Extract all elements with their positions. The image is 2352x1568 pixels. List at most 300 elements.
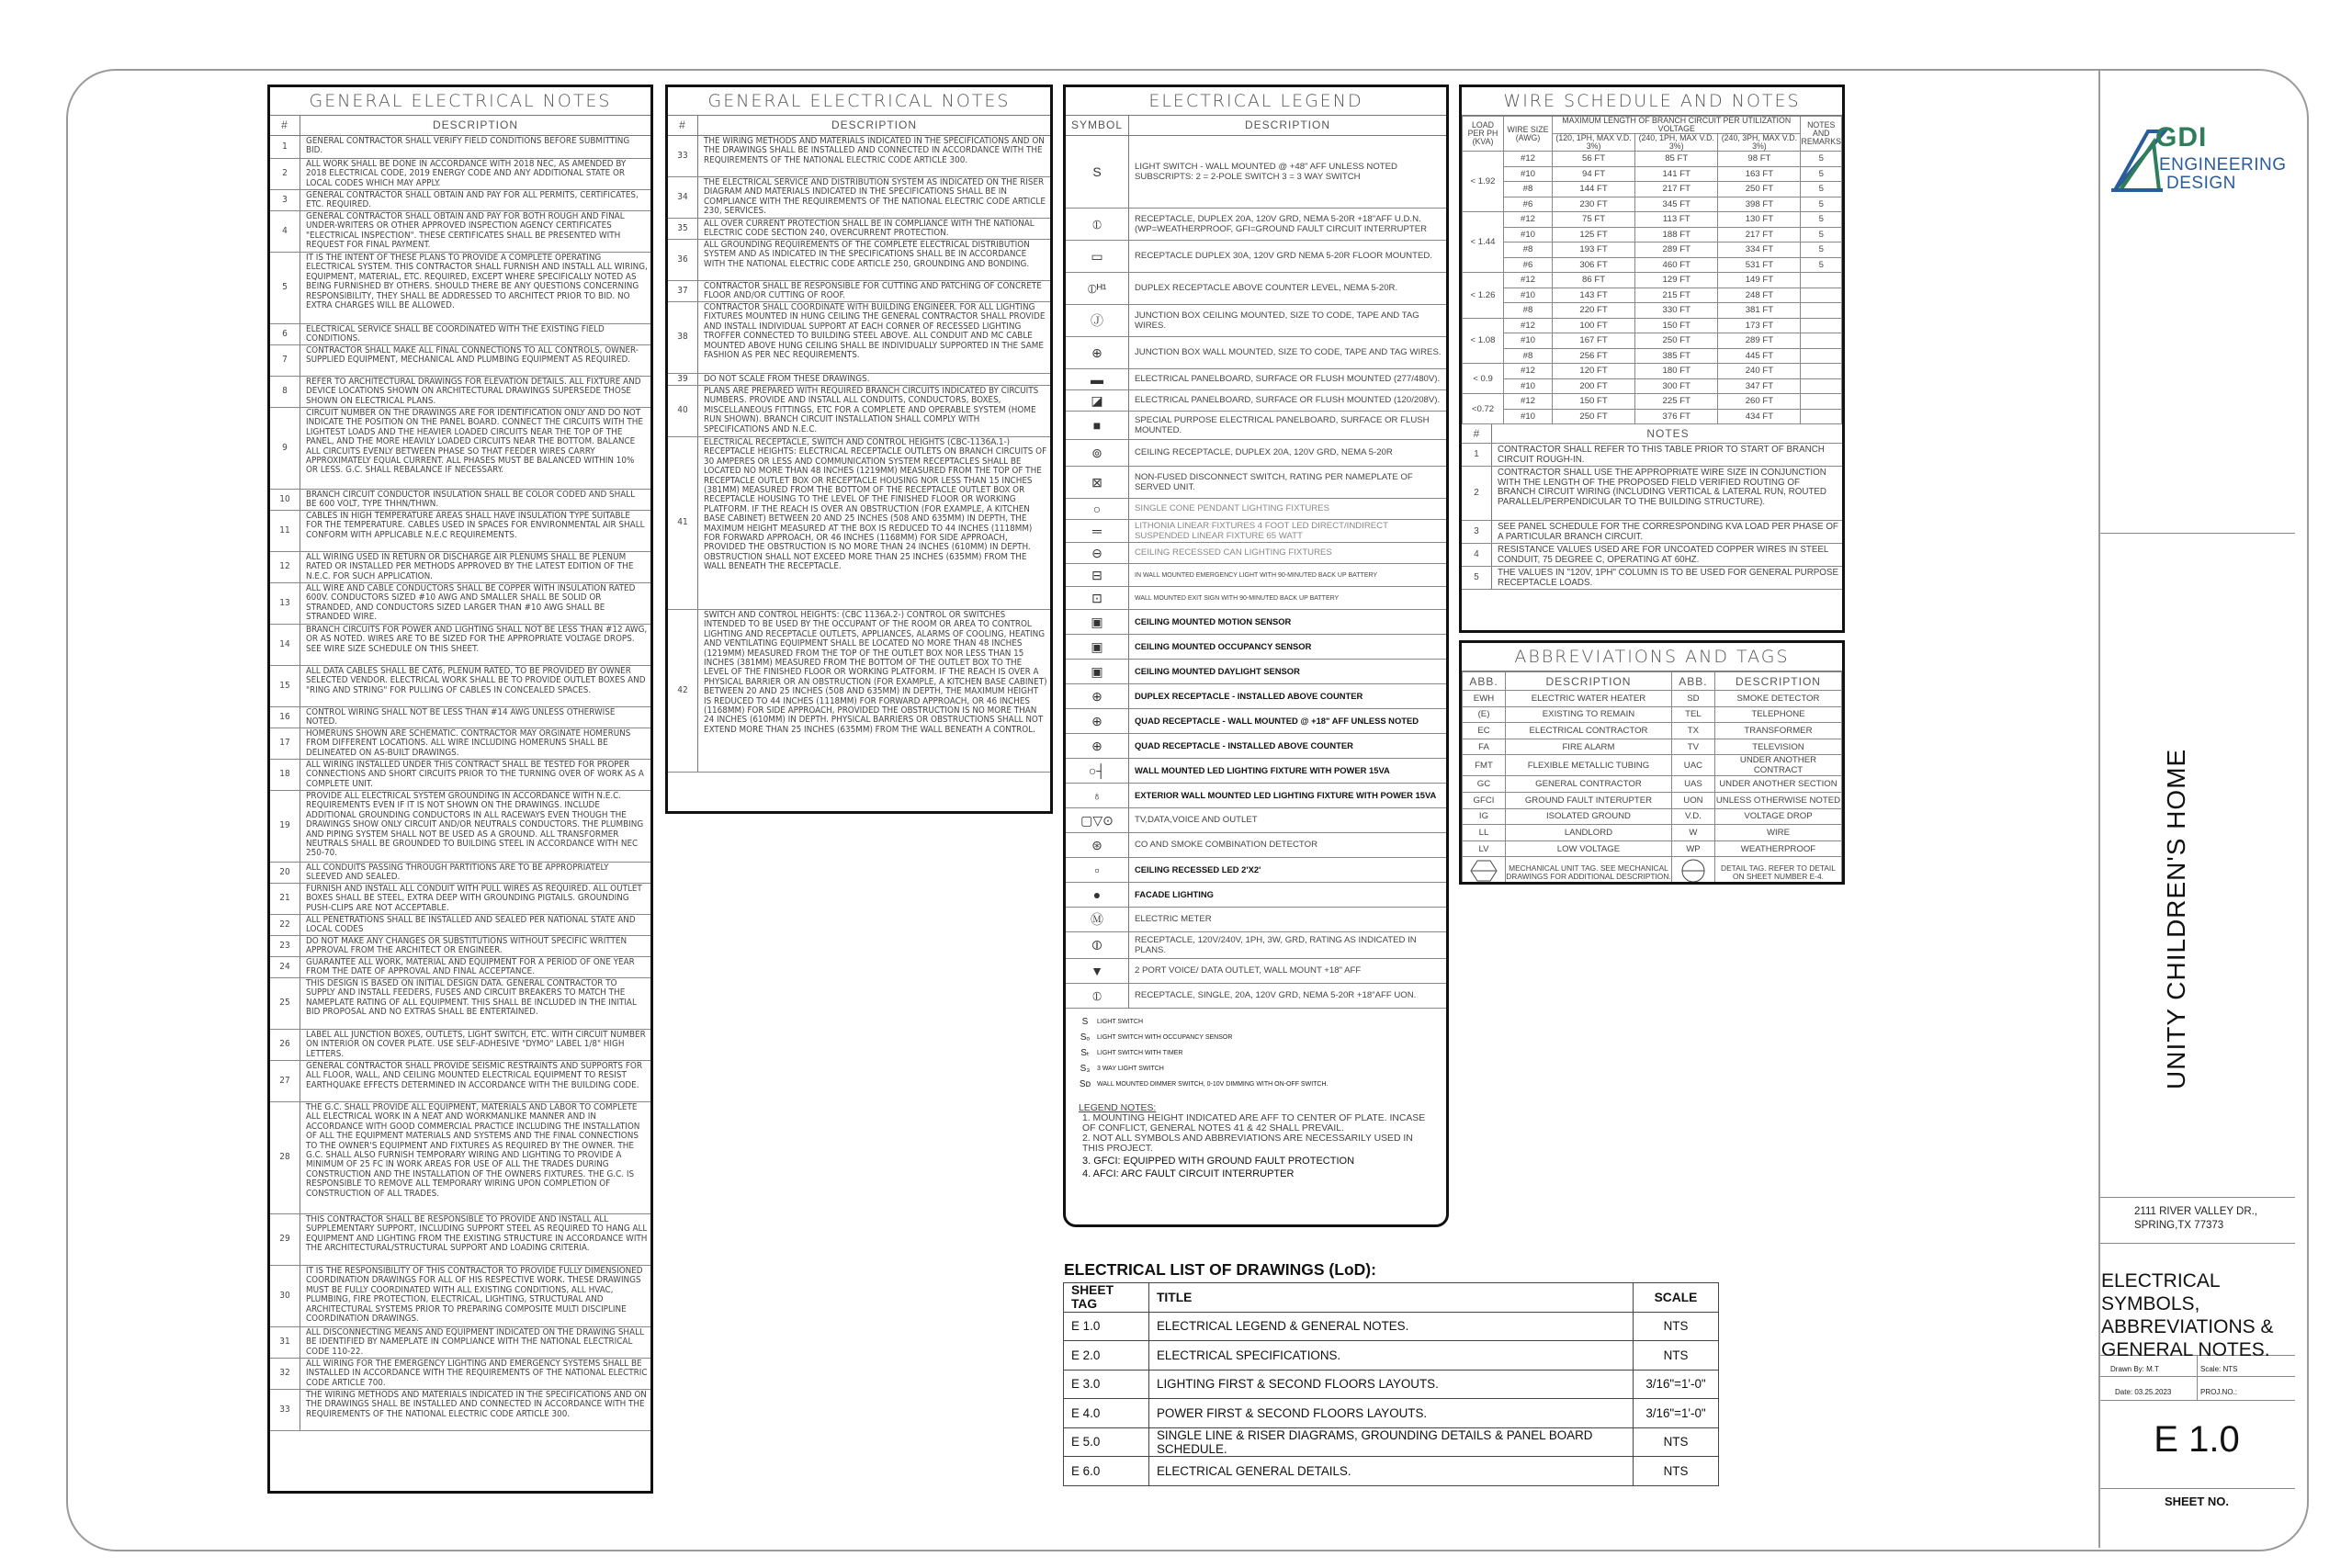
note-row — [270, 490, 650, 511]
abbreviation-row — [1463, 691, 1842, 707]
abbreviation-cell: GROUND FAULT INTERUPTER — [1506, 792, 1672, 808]
abbreviation-row — [1463, 808, 1842, 825]
abbreviation-cell: TRANSFORMER — [1714, 723, 1841, 739]
note-row — [668, 386, 1050, 437]
wire-cell: 260 FT — [1718, 394, 1801, 410]
abbreviation-cell: WIRE — [1714, 825, 1841, 841]
legend-description: WALL MOUNTED LED LIGHTING FIXTURE WITH POWER 15VA — [1135, 765, 1390, 776]
legend-header — [1066, 116, 1446, 136]
drawing-title: LIGHTING FIRST & SECOND FLOORS LAYOUTS. — [1149, 1370, 1634, 1399]
legend-symbol-icon: ▬ — [1066, 369, 1129, 389]
legend-row — [1066, 136, 1446, 209]
wire-cell: 5 — [1801, 227, 1842, 243]
note-text: BRANCH CIRCUITS FOR POWER AND LIGHTING SHALL NOT BE LESS THAN #12 AWG, OR AS NOTED. WIRES ARE TO BE SIZED FOR THE APPROPRIATE VOLTAGE DROPS. SEE WIRE SIZE SCHEDULE ON THIS SHEET. — [306, 625, 648, 654]
note-text: IT IS THE RESPONSIBILITY OF THIS CONTRACTOR TO PROVIDE FULLY DIMENSIONED COORDINATION DRAWINGS FOR ALL OF HIS RESPECTIVE WORK. THESE DRAWINGS MUST BE FULLY COORDINATED WITH ALL EXISTING CONDITIONS, ALL HVAC, PLUMBING, FIRE PROTECTION, ELECTRICAL, LIGHTING, STRUCTURAL AND ARCHITECTURAL SYSTEMS PRIOR TO PREPARING COMPOSITE MULTI DISCIPLINE COORDINATION DRAWINGS. — [306, 1266, 643, 1325]
note-row — [270, 760, 650, 791]
wire-cell: 5 — [1801, 197, 1842, 212]
legend-symbol-icon: ⦶ — [1066, 984, 1129, 1008]
note-number: 16 — [270, 707, 300, 728]
legend-symbol-icon: ⊡ — [1066, 587, 1129, 609]
col-title: TITLE — [1149, 1283, 1634, 1313]
wire-notes — [1462, 444, 1842, 590]
wire-cell: 5 — [1801, 212, 1842, 228]
legend-description: CEILING RECESSED LED 2'X2' — [1135, 864, 1261, 875]
sheet-tag: E 3.0 — [1064, 1370, 1149, 1399]
note-number: 25 — [270, 978, 300, 1029]
legend-symbol-icon: Ⓜ — [1066, 908, 1129, 931]
note-text: ALL WIRING USED IN RETURN OR DISCHARGE AIR PLENUMS SHALL BE PLENUM RATED OR INSTALLED PER METHODS APPROVED BY THE LATEST EDITION OF THE N.E.C. FOR SUCH APPLICATION. — [306, 552, 634, 581]
wire-notes-header — [1462, 424, 1842, 444]
note-row — [668, 219, 1050, 240]
wire-row — [1463, 348, 1842, 364]
wire-cell: #8 — [1504, 348, 1553, 364]
note-number: 38 — [668, 302, 698, 373]
legend-row — [1066, 684, 1446, 709]
col-max-length: MAXIMUM LENGTH OF BRANCH CIRCUIT PER UTILIZATION VOLTAGE — [1553, 117, 1801, 134]
note-number: 5 — [1462, 567, 1492, 589]
col-notes: NOTES AND REMARKS — [1801, 117, 1842, 152]
divider — [2100, 1197, 2295, 1198]
legend-row — [1066, 833, 1446, 858]
note-row — [270, 583, 650, 625]
wire-cell — [1801, 364, 1842, 379]
drawing-row — [1064, 1341, 1719, 1371]
wire-cell: #6 — [1504, 197, 1553, 212]
note-number: 29 — [270, 1214, 300, 1265]
wire-cell: 445 FT — [1718, 348, 1801, 364]
col-desc: DESCRIPTION — [1506, 672, 1672, 691]
legend-row — [1066, 883, 1446, 908]
table-header — [668, 116, 1050, 136]
divider — [2100, 1243, 2295, 1244]
table-header — [270, 116, 650, 136]
legend-description: DUPLEX RECEPTACLE - INSTALLED ABOVE COUNTER — [1135, 691, 1363, 702]
abbreviation-cell: EWH — [1463, 691, 1506, 707]
abbreviation-cell: FIRE ALARM — [1506, 739, 1672, 755]
note-row — [270, 511, 650, 552]
legend-description: QUAD RECEPTACLE - WALL MOUNTED @ +18" AFF UNLESS NOTED — [1135, 716, 1419, 727]
legend-row — [1066, 440, 1446, 467]
legend-row — [1066, 241, 1446, 273]
tag-description: DETAIL TAG. REFER TO DETAIL ON SHEET NUMBER E-4. — [1714, 857, 1841, 885]
abbreviation-cell: TV — [1671, 739, 1714, 755]
switch-row — [1073, 1014, 1439, 1030]
divider — [2100, 1400, 2295, 1401]
note-number: 27 — [270, 1061, 300, 1101]
detail-tag-icon — [1679, 857, 1707, 885]
note-text: GENERAL CONTRACTOR SHALL OBTAIN AND PAY FOR ALL PERMITS, CERTIFICATES, ETC. REQUIRED. — [306, 190, 639, 210]
wire-cell: 230 FT — [1553, 197, 1635, 212]
wire-cell: 120 FT — [1553, 364, 1635, 379]
note-number: 3 — [1462, 521, 1492, 543]
wire-note-row — [1462, 444, 1842, 467]
legend-symbol-icon: ⊚ — [1066, 440, 1129, 466]
note-number: 10 — [270, 490, 300, 510]
abbreviation-row — [1463, 739, 1842, 755]
legend-row — [1066, 499, 1446, 520]
wire-row — [1463, 166, 1842, 182]
note-text: CONTRACTOR SHALL USE THE APPROPRIATE WIRE SIZE IN CONJUNCTION WITH THE LENGTH OF THE PROPOSED FIELD VERIFIED ROUTING OF BRANCH CIRCUIT WIRING (INCLUDING VERTICAL & LATERAL RUN, ROUTED PARALLEL/PERPENDICULAR TO THE BUILDING STRUCTURE). — [1498, 468, 1826, 507]
note-number: 30 — [270, 1266, 300, 1326]
wire-cell: 167 FT — [1553, 333, 1635, 349]
note-number: 9 — [270, 408, 300, 489]
note-text: CIRCUIT NUMBER ON THE DRAWINGS ARE FOR IDENTIFICATION ONLY AND DO NOT INDICATE THE POSITION ON THE PANEL BOARD. CONNECT THE CIRCUITS WITH THE LIGHTEST LOADS AND THE HEAVIER LOADED CIRCUITS NEAR THE TOP OF THE PANEL, AND THE MORE HEAVILY LOADED CIRCUITS NEAR THE BOTTOM. BALANCE ALL CIRCUITS EVENLY BETWEEN PHASE SO THAT FEEDER WIRES CARRY APPROXIMATELY EQUAL CURRENT. ALL PHASES MUST BE BALANCED WITHIN 10% OR LESS. G.C. SHALL REBALANCE IF NECESSARY. — [306, 408, 643, 476]
note-text: GENERAL CONTRACTOR SHALL OBTAIN AND PAY FOR BOTH ROUGH AND FINAL UNDER-WRITERS OR OTHER APPROVED INSPECTION AGENCY CERTIFICATES "ELECTRICAL INSPECTION". THESE CERTIFICATES SHALL BE PRESENTED WITH REQUEST FOR FINAL PAYMENT. — [306, 211, 625, 251]
legend-description: ELECTRICAL PANELBOARD, SURFACE OR FLUSH MOUNTED (120/208V). — [1135, 395, 1441, 406]
note-row — [668, 177, 1050, 219]
divider — [2100, 1488, 2295, 1489]
legend-symbol-icon: ▣ — [1066, 610, 1129, 634]
wire-cell: 188 FT — [1635, 227, 1718, 243]
note-number: 20 — [270, 863, 300, 883]
wire-cell — [1801, 273, 1842, 288]
legend-description: ELECTRIC METER — [1135, 914, 1212, 925]
note-number: 19 — [270, 791, 300, 862]
note-row — [668, 240, 1050, 281]
note-number: 18 — [270, 760, 300, 790]
col-abb: ABB. — [1463, 672, 1506, 691]
legend-description: WALL MOUNTED EXIT SIGN WITH 90-MINUTED BACK UP BATTERY — [1135, 594, 1340, 602]
abbreviation-row — [1463, 776, 1842, 793]
wire-cell: 225 FT — [1635, 394, 1718, 410]
note-row — [270, 957, 650, 978]
wire-cell: 330 FT — [1635, 303, 1718, 319]
note-row — [270, 1030, 650, 1061]
legend-row — [1066, 808, 1446, 833]
note-number: 28 — [270, 1102, 300, 1213]
wire-cell: 220 FT — [1553, 303, 1635, 319]
note-row — [270, 666, 650, 707]
note-row — [270, 552, 650, 583]
drawing-row — [1064, 1427, 1719, 1457]
wire-cell: 376 FT — [1635, 409, 1718, 424]
legend-description: QUAD RECEPTACLE - INSTALLED ABOVE COUNTER — [1135, 740, 1353, 751]
abbreviation-cell: UAC — [1671, 755, 1714, 776]
abbreviation-cell: FLEXIBLE METALLIC TUBING — [1506, 755, 1672, 776]
scale: Scale: NTS — [2200, 1365, 2238, 1373]
note-number: 37 — [668, 281, 698, 301]
wire-cell: 113 FT — [1635, 212, 1718, 228]
wire-cell: 163 FT — [1718, 166, 1801, 182]
note-text: THIS CONTRACTOR SHALL BE RESPONSIBLE TO PROVIDE AND INSTALL ALL SUPPLEMENTARY SUPPORT, INCLUDING SUPPORT STEEL AS REQUIRED TO HANG ALL EQUIPMENT AND LIGHTING FROM THE EXISTING STRUCTURE IN ACCORDANCE WITH THE ARCHITECTURAL/STRUCTURAL SUPPORT AND LOADING CRITERIA. — [306, 1214, 648, 1254]
legend-description: SPECIAL PURPOSE ELECTRICAL PANELBOARD, SURFACE OR FLUSH MOUNTED. — [1135, 414, 1430, 435]
wire-row — [1463, 243, 1842, 258]
wire-cell: 250 FT — [1718, 182, 1801, 197]
wire-cell: #8 — [1504, 243, 1553, 258]
abbreviation-row — [1463, 706, 1842, 723]
legend-symbol-icon: ○ — [1066, 499, 1129, 519]
switch-row — [1073, 1030, 1439, 1045]
load-cell: < 0.9 — [1463, 364, 1504, 394]
legend-description: RECEPTACLE, DUPLEX 20A, 120V GRD, NEMA 5-20R +18"AFF U.D.N.(WP=WEATHERPROOF, GFI=GROUND FAULT CIRCUIT INTERRUPTER — [1135, 213, 1428, 234]
load-cell: <0.72 — [1463, 394, 1504, 424]
legend-symbol-icon: ⦷ — [1066, 932, 1129, 958]
drawing-title-line: ABBREVIATIONS & — [2101, 1316, 2274, 1337]
wire-cell — [1801, 288, 1842, 303]
note-number: 1 — [270, 136, 300, 158]
switch-row — [1073, 1077, 1439, 1092]
note-number: 35 — [668, 219, 698, 239]
address-line-1: 2111 RIVER VALLEY DR., — [2134, 1206, 2258, 1217]
drawing-scale: NTS — [1634, 1457, 1719, 1486]
switch-legend — [1066, 1009, 1446, 1098]
list-of-drawings-table — [1063, 1282, 1719, 1486]
wire-row — [1463, 303, 1842, 319]
note-text: REFER TO ARCHITECTURAL DRAWINGS FOR ELEVATION DETAILS. ALL FIXTURE AND DEVICE LOCATIONS SHOWN ON ARCHITECTURAL DRAWINGS SUPERSEDE THOSE SHOWN ON ELECTRICAL PLANS. — [306, 377, 641, 406]
wire-row — [1463, 318, 1842, 333]
wire-cell: 86 FT — [1553, 273, 1635, 288]
wire-cell: 250 FT — [1553, 409, 1635, 424]
note-text: CONTROL WIRING SHALL NOT BE LESS THAN #14 AWG UNLESS OTHERWISE NOTED. — [306, 707, 616, 728]
col-v3: (240, 3PH, MAX V.D. 3%) — [1718, 134, 1801, 152]
legend-row — [1066, 273, 1446, 305]
wire-cell — [1801, 394, 1842, 410]
col-desc: DESCRIPTION — [432, 118, 518, 131]
note-row — [270, 884, 650, 915]
switch-description: LIGHT SWITCH WITH TIMER — [1097, 1050, 1183, 1056]
project-name: UNITY CHILDREN'S HOME — [2162, 748, 2190, 1089]
note-number: 14 — [270, 625, 300, 665]
col-wire-size: WIRE SIZE (AWG) — [1504, 117, 1553, 152]
wire-cell: #12 — [1504, 212, 1553, 228]
note-row — [270, 707, 650, 728]
note-text: ELECTRICAL SERVICE SHALL BE COORDINATED WITH THE EXISTING FIELD CONDITIONS. — [306, 324, 605, 344]
legend-symbol-icon: Ⓙ — [1066, 305, 1129, 336]
drawing-title: POWER FIRST & SECOND FLOORS LAYOUTS. — [1149, 1399, 1634, 1428]
abbreviation-cell: EC — [1463, 723, 1506, 739]
sheet-number: E 1.0 — [2154, 1419, 2240, 1460]
switch-description: 3 WAY LIGHT SWITCH — [1097, 1066, 1164, 1072]
wire-note-row — [1462, 567, 1842, 590]
wire-cell: 150 FT — [1635, 318, 1718, 333]
wire-cell: 306 FT — [1553, 257, 1635, 273]
note-row — [270, 978, 650, 1030]
abbreviation-cell: TEL — [1671, 706, 1714, 723]
wire-cell: #12 — [1504, 394, 1553, 410]
col-abb: ABB. — [1671, 672, 1714, 691]
legend-row — [1066, 709, 1446, 734]
legend-row — [1066, 932, 1446, 959]
col-desc: DESCRIPTION — [1714, 672, 1841, 691]
note-row — [270, 159, 650, 190]
wire-row — [1463, 182, 1842, 197]
col-load: LOAD PER PH (KVA) — [1463, 117, 1504, 152]
wire-cell: 334 FT — [1718, 243, 1801, 258]
panel-title: GENERAL ELECTRICAL NOTES — [270, 87, 650, 116]
switch-description: WALL MOUNTED DIMMER SWITCH, 0-10V DIMMING WITH ON-OFF SWITCH. — [1097, 1081, 1329, 1088]
note-text: ALL WIRING INSTALLED UNDER THIS CONTRACT SHALL BE TESTED FOR PROPER CONNECTIONS AND SHORT CIRCUITS PRIOR TO THE TURNING OVER OF WORK AS A COMPLETE UNIT. — [306, 760, 644, 789]
wire-cell: #12 — [1504, 318, 1553, 333]
note-number: 33 — [270, 1390, 300, 1430]
abbreviation-cell: SD — [1671, 691, 1714, 707]
wire-cell: 180 FT — [1635, 364, 1718, 379]
note-number: 36 — [668, 240, 698, 280]
legend-note: 3. GFCI: EQUIPPED WITH GROUND FAULT PROTECTION — [1082, 1156, 1355, 1167]
project-number: PROJ.NO.: — [2200, 1388, 2238, 1396]
note-text: THE G.C. SHALL PROVIDE ALL EQUIPMENT, MATERIALS AND LABOR TO COMPLETE ALL ELECTRICAL WORK IN A NEAT AND WORKMANLIKE MANNER AND IN ACCORDANCE WITH GOOD COMMERCIAL PRACTICE INCLUDING THE INSTALLATION OF ALL THE EQUIPMENT MATERIALS AND SYSTEMS AND THE FINAL CONNECTIONS TO THE OWNER'S EQUIPMENT AND FIXTURES AS REQUIRED BY THE OWNER. THE G.C. SHALL ALSO FURNISH TEMPORARY WIRING AND LIGHTING TO PROVIDE A MINIMUM OF 25 FC IN WORK AREAS FOR USE OF ALL THE TRADES DURING CONSTRUCTION AND THE INSTALLATION OF THE OWNERS FIXTURES. THE G.C. IS RESPONSIBLE TO REMOVE ALL TEMPORARY WIRING UPON COMPLETION OF CONSTRUCTION OF ALL TRADES. — [306, 1102, 640, 1199]
wire-note-row — [1462, 521, 1842, 544]
divider — [2100, 1376, 2295, 1377]
legend-description: CEILING RECEPTACLE, DUPLEX 20A, 120V GRD, NEMA 5-20R — [1135, 447, 1393, 458]
note-row — [668, 610, 1050, 773]
wire-cell: 98 FT — [1718, 152, 1801, 167]
legend-row — [1066, 587, 1446, 610]
note-text: SWITCH AND CONTROL HEIGHTS: (CBC 1136A.2-) CONTROL OR SWITCHES INTENDED TO BE USED BY THE OCCUPANT OF THE ROOM OR AREA TO CONTROL LIGHTING AND RECEPTACLE OUTLETS, APPLIANCES, ALARMS OF COOLING, HEATING AND VENTILATING EQUIPMENT SHALL BE LOCATED NO MORE THAN 48 INCHES (1219MM) MEASURED FROM THE TOP OF THE OUTLET BOX NOR LESS THAN 15 INCHES (381MM) MEASURED FROM THE BOTTOM OF THE OUTLET BOX TO THE LEVEL OF THE FINISHED FLOOR OR WORKING PLATFORM. IF THE REACH IS OVER A PHYSICAL BARRIER OR AN OBSTRUCTION (FOR EXAMPLE, A KITCHEN BASE CABINET) BETWEEN 20 AND 25 INCHES (508 AND 635MM) IN DEPTH, THE MAXIMUM HEIGHT IS REDUCED TO 44 INCHES (1118MM) FOR FORWARD APPROACH, OR 46 INCHES (1168MM) FOR SIDE APPROACH, PROVIDED THE OBSTRUCTION IS NO MORE THAN 24 INCHES (610MM) IN DEPTH. PHYSICAL BARRIERS OR OBSTRUCTIONS SHALL NOT EXTEND MORE THAN 25 INCHES (635MM) FROM THE WALL BENEATH A CONTROL. — [704, 610, 1047, 735]
abbreviation-cell: UNLESS OTHERWISE NOTED — [1714, 792, 1841, 808]
drawing-title: SINGLE LINE & RISER DIAGRAMS, GROUNDING DETAILS & PANEL BOARD SCHEDULE. — [1149, 1427, 1634, 1457]
legend-row — [1066, 660, 1446, 684]
wire-row — [1463, 197, 1842, 212]
legend-symbol-icon: S — [1066, 136, 1129, 208]
legend-description: TV,DATA,VOICE AND OUTLET — [1135, 815, 1258, 826]
wire-cell: #10 — [1504, 378, 1553, 394]
legend-symbol-icon: ⊖ — [1066, 543, 1129, 563]
legend-symbol-icon: ▢▽⊙ — [1066, 808, 1129, 832]
note-row — [270, 1102, 650, 1214]
wire-cell: #10 — [1504, 166, 1553, 182]
note-text: THE WIRING METHODS AND MATERIALS INDICATED IN THE SPECIFICATIONS AND ON THE DRAWINGS SHALL BE INSTALLED AND CONNECTED IN ACCORDANCE WITH THE REQUIREMENTS OF THE NATIONAL ELECTRIC CODE ARTICLE 300. — [704, 136, 1045, 165]
abbreviation-cell: TELEVISION — [1714, 739, 1841, 755]
note-row — [270, 211, 650, 253]
note-row — [668, 302, 1050, 374]
sheet-tag: E 2.0 — [1064, 1341, 1149, 1371]
note-row — [270, 345, 650, 377]
legend-row — [1066, 564, 1446, 587]
note-number: 17 — [270, 728, 300, 759]
legend-row — [1066, 959, 1446, 984]
legend-rows — [1066, 136, 1446, 1009]
legend-description: LIGHT SWITCH - WALL MOUNTED @ +48" AFF UNLESS NOTED SUBSCRIPTS: 2 = 2-POLE SWITCH 3 = 3 WAY SWITCH — [1135, 161, 1397, 182]
abbreviation-row — [1463, 755, 1842, 776]
note-text: DO NOT SCALE FROM THESE DRAWINGS. — [704, 374, 870, 384]
wire-cell: 149 FT — [1718, 273, 1801, 288]
wire-cell: 217 FT — [1635, 182, 1718, 197]
general-notes-panel-2 — [665, 85, 1053, 814]
sheet-tag: E 5.0 — [1064, 1427, 1149, 1457]
legend-row — [1066, 635, 1446, 660]
legend-notes — [1066, 1098, 1446, 1185]
wire-cell: 125 FT — [1553, 227, 1635, 243]
legend-symbol-icon: ⊕ — [1066, 684, 1129, 708]
legend-description: FACADE LIGHTING — [1135, 889, 1214, 900]
wire-cell: 248 FT — [1718, 288, 1801, 303]
drawing-row — [1064, 1457, 1719, 1486]
sheet-number-label: SHEET NO. — [2164, 1495, 2230, 1508]
note-text: CONTRACTOR SHALL REFER TO THIS TABLE PRIOR TO START OF BRANCH CIRCUIT ROUGH-IN. — [1498, 445, 1825, 465]
wire-cell: 215 FT — [1635, 288, 1718, 303]
legend-row — [1066, 412, 1446, 440]
legend-row — [1066, 467, 1446, 499]
note-row — [270, 625, 650, 666]
wire-row — [1463, 333, 1842, 349]
abbreviation-row — [1463, 792, 1842, 808]
legend-symbol-icon: ▫ — [1066, 858, 1129, 882]
sheet-tag: E 4.0 — [1064, 1399, 1149, 1428]
legend-symbol-icon: ⊕ — [1066, 734, 1129, 758]
wire-cell: 5 — [1801, 182, 1842, 197]
sheet-tag: E 1.0 — [1064, 1312, 1149, 1341]
legend-row — [1066, 759, 1446, 784]
wire-row — [1463, 273, 1842, 288]
legend-description: EXTERIOR WALL MOUNTED LED LIGHTING FIXTURE WITH POWER 15VA — [1135, 790, 1437, 801]
note-text: ALL DATA CABLES SHALL BE CAT6, PLENUM RATED, TO BE PROVIDED BY OWNER SELECTED VENDOR. ELECTRICAL WORK SHALL BE TO PROVIDE OUTLET BOXES AND "RING AND STRING" FOR PULLING OF CABLES IN CONCEALED SPACES. — [306, 666, 646, 695]
wire-cell: 460 FT — [1635, 257, 1718, 273]
legend-row — [1066, 734, 1446, 759]
logo-design: DESIGN — [2166, 174, 2236, 193]
col-v2: (240, 1PH, MAX V.D. 3%) — [1635, 134, 1718, 152]
legend-row — [1066, 520, 1446, 543]
note-text: ELECTRICAL RECEPTACLE, SWITCH AND CONTROL HEIGHTS (CBC-1136A.1-) RECEPTACLE HEIGHTS: ELECTRICAL RECEPTACLE OUTLETS ON BRANCH CIRCUITS OF 30 AMPERES OR LESS AND COMMUNICATION SYSTEM RECEPTACLES SHALL BE LOCATED NO MORE THAN 48 INCHES (1219MM) MEASURED FROM THE TOP OF THE RECEPTACLE OUTLET BOX OR RECEPTACLE HOUSING NOR LESS THAN 15 INCHES (381MM) MEASURED FROM THE BOTTOM OF THE RECEPTACLE OUTLET BOX OR RECEPTACLE HOUSING TO THE LEVEL OF THE FINISHED FLOOR OR WORKING PLATFORM. IF THE REACH IS OVER AN OBSTRUCTION (FOR EXAMPLE, A KITCHEN BASE CABINET) BETWEEN 20 AND 25 INCHES (508 AND 635MM) IN DEPTH, THE MAXIMUM HEIGHT MEASURED AT THE BOX IS REDUCED TO 44 INCHES (1118MM) FOR FORWARD APPROACH, OR 46 INCHES (1168MM) FOR SIDE APPROACH, PROVIDED THE OBSTRUCTION IS NO MORE THAN 24 INCHES (610MM) IN DEPTH. OBSTRUCTION SHALL NOT EXCEED MORE THAN 25 INCHES (635MM) FROM THE WALL BENEATH THE RECEPTACLE. — [704, 437, 1047, 572]
abbreviation-cell: LL — [1463, 825, 1506, 841]
wire-cell: 289 FT — [1635, 243, 1718, 258]
load-cell: < 1.44 — [1463, 212, 1504, 273]
note-text: CABLES IN HIGH TEMPERATURE AREAS SHALL HAVE INSULATION TYPE SUITABLE FOR THE TEMPERATURE. CABLES USED IN SPACES FOR ENVIRONMENTAL AIR SHALL CONFORM WITH APPLICABLE N.E.C REQUIREMENTS. — [306, 511, 645, 540]
drawing-scale: NTS — [1634, 1341, 1719, 1371]
legend-symbol-icon: ⊛ — [1066, 833, 1129, 857]
legend-symbol-icon: ⊠ — [1066, 467, 1129, 498]
wire-cell: 250 FT — [1635, 333, 1718, 349]
legend-row — [1066, 784, 1446, 808]
legend-description: RECEPTACLE DUPLEX 30A, 120V GRD NEMA 5-20R FLOOR MOUNTED. — [1135, 251, 1432, 262]
company-logo — [2108, 124, 2295, 197]
project-address — [2134, 1205, 2257, 1233]
note-text: ALL WORK SHALL BE DONE IN ACCORDANCE WITH 2018 NEC, AS AMENDED BY 2018 ELECTRICAL CODE, 2019 ENERGY CODE AND ANY ADDITIONAL STATE OR LOCAL CODES WHICH MAY APPLY. — [306, 159, 627, 188]
note-text: THE WIRING METHODS AND MATERIALS INDICATED IN THE SPECIFICATIONS AND ON THE DRAWINGS SHALL BE INSTALLED AND CONNECTED IN ACCORDANCE WITH THE REQUIREMENTS OF THE NATIONAL ELECTRIC CODE ARTICLE 300. — [306, 1390, 647, 1419]
legend-notes-list — [1079, 1113, 1433, 1154]
abbreviation-cell: W — [1671, 825, 1714, 841]
note-text: IT IS THE INTENT OF THESE PLANS TO PROVIDE A COMPLETE OPERATING ELECTRICAL SYSTEM. THIS CONTRACTOR SHALL FURNISH AND INSTALL ALL WIRING, EQUIPMENT, MATERIAL, ETC. REQUIRED, EXCEPT WHERE SPECIFICALLY NOTED AS BEING FURNISHED BY OTHERS. SHOULD THERE BE ANY QUESTIONS CONCERNING RESPONSIBILITY, THEY SHALL BE ADDRESSED TO ARCHITECT PRIOR TO BID. NO EXTRA CHARGES WILL BE ALLOWED. — [306, 253, 648, 311]
tag-row — [1463, 857, 1842, 885]
legend-note: 4. AFCI: ARC FAULT CIRCUIT INTERRUPTER — [1082, 1168, 1295, 1179]
legend-notes-bold — [1079, 1156, 1433, 1179]
legend-row — [1066, 390, 1446, 412]
wire-row — [1463, 364, 1842, 379]
note-text: THIS DESIGN IS BASED ON INITIAL DESIGN DATA. GENERAL CONTRACTOR TO SUPPLY AND INSTALL FEEDERS, FUSES AND CIRCUIT BREAKERS TO MATCH THE NAMEPLATE RATING OF ALL EQUIPMENT. THIS SHALL BE INCLUDED IN THE INITIAL BID PROPOSAL AND NO EXTRAS SHALL BE ENTERTAINED. — [306, 978, 637, 1018]
legend-row — [1066, 610, 1446, 635]
legend-description: CEILING MOUNTED MOTION SENSOR — [1135, 616, 1292, 627]
legend-description: IN WALL MOUNTED EMERGENCY LIGHT WITH 90-MINUTED BACK UP BATTERY — [1135, 571, 1378, 579]
abbreviation-cell: (E) — [1463, 706, 1506, 723]
note-number: 31 — [270, 1327, 300, 1358]
drawing-title: ELECTRICAL LEGEND & GENERAL NOTES. — [1149, 1312, 1634, 1341]
wire-cell: #12 — [1504, 364, 1553, 379]
wire-row — [1463, 378, 1842, 394]
note-row — [270, 728, 650, 760]
wire-cell: 531 FT — [1718, 257, 1801, 273]
load-cell: < 1.08 — [1463, 318, 1504, 364]
note-text: ALL PENETRATIONS SHALL BE INSTALLED AND SEALED PER NATIONAL STATE AND LOCAL CODES — [306, 915, 636, 935]
note-text: CONTRACTOR SHALL MAKE ALL FINAL CONNECTIONS TO ALL CONTROLS, OWNER-SUPPLIED EQUIPMENT, MECHANICAL AND PLUMBING EQUIPMENT AS REQUIRED. — [306, 345, 639, 366]
note-text: BRANCH CIRCUIT CONDUCTOR INSULATION SHALL BE COLOR CODED AND SHALL BE 600 VOLT, TYPE THHN/THWN. — [306, 490, 636, 510]
abbreviation-cell: LV — [1463, 840, 1506, 857]
wire-cell: #10 — [1504, 227, 1553, 243]
legend-symbol-icon: ▼ — [1066, 959, 1129, 983]
note-row — [270, 1214, 650, 1266]
note-number: 4 — [270, 211, 300, 252]
abbreviation-cell: LOW VOLTAGE — [1506, 840, 1672, 857]
wire-cell: #6 — [1504, 257, 1553, 273]
abbreviation-cell: FMT — [1463, 755, 1506, 776]
note-row — [270, 253, 650, 324]
wire-cell: 173 FT — [1718, 318, 1801, 333]
abbreviation-cell: WP — [1671, 840, 1714, 857]
note-number: 2 — [1462, 467, 1492, 520]
wire-cell: #10 — [1504, 409, 1553, 424]
wire-cell: #12 — [1504, 152, 1553, 167]
wire-cell: 256 FT — [1553, 348, 1635, 364]
note-row — [270, 1327, 650, 1359]
note-number: 21 — [270, 884, 300, 914]
